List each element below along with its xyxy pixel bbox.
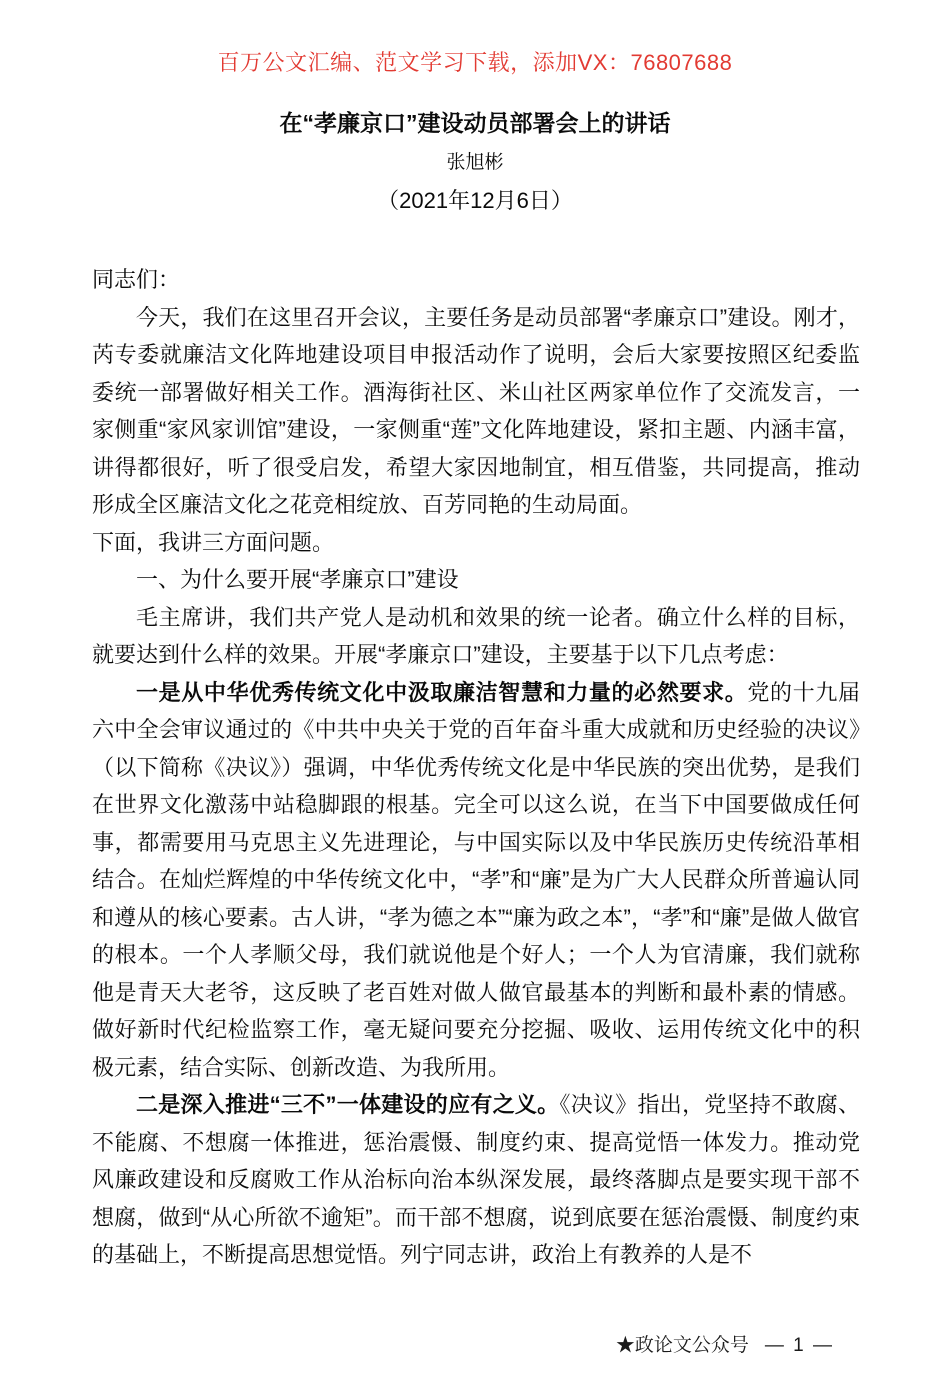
paragraph [92, 674, 860, 1087]
paragraph [92, 1086, 860, 1274]
page-number: — 1 — [764, 1335, 834, 1356]
header-notice: 百万公文汇编、范文学习下载，添加VX：76807688 [217, 50, 733, 75]
paragraph-text: 《决议》指出，党坚持不敢腐、不能腐、不想腐一体推进，惩治震慑、制度约束、提高觉悟一体发力。推动党风廉政建设和反腐败工作从治标向治本纵深发展，最终落脚点是要实现干部不想腐，做到“从心所欲不逾矩”。而干部不想腐，说到底要在惩治震慑、制度约束的基础上，不断提高思想觉悟。列宁同志讲，政治上有教养的人是不 [92, 1092, 860, 1267]
paragraph-lead-bold: 一是从中华优秀传统文化中汲取廉洁智慧和力量的必然要求。 [136, 679, 748, 705]
paragraph-lead-bold: 二是深入推进“三不”一体建设的应有之义。 [136, 1092, 560, 1117]
paragraph-text: 党的十九届六中全会审议通过的《中共中央关于党的百年奋斗重大成就和历史经验的决议》（以下简称《决议》）强调，中华优秀传统文化是中华民族的突出优势，是我们在世界文化激荡中站稳脚跟的根基。完全可以这么说，在当下中国要做成任何事，都需要用马克思主义先进理论，与中国实际以及中华民族历史传统沿革相结合。在灿烂辉煌的中华传统文化中，“孝”和“廉”是为广大人民群众所普遍认同和遵从的核心要素。古人讲，“孝为德之本”“廉为政之本”，“孝”和“廉”是做人做官的根本。一个人孝顺父母，我们就说他是个好人；一个人为官清廉，我们就称他是青天大老爷，这反映了老百姓对做人做官最基本的判断和最朴素的情感。做好新时代纪检监察工作，毫无疑问要充分挖掘、吸收、运用传统文化中的积极元素，结合实际、创新改造、为我所用。 [92, 679, 860, 1080]
footer-source-label: ★政论文公众号 [615, 1335, 749, 1356]
paragraph-text: 下面，我讲三方面问题。 [92, 529, 335, 555]
author-name: 张旭彬 [446, 152, 504, 173]
paragraph [92, 599, 860, 674]
document-body [92, 261, 860, 1274]
page-container [0, 46, 950, 1390]
paragraph-text: 今天，我们在这里召开会议，主要任务是动员部署“孝廉京口”建设。刚才，芮专委就廉洁文化阵地建设项目申报活动作了说明，会后大家要按照区纪委监委统一部署做好相关工作。酒海街社区、米山社区两家单位作了交流发言，一家侧重“家风家训馆”建设，一家侧重“莲”文化阵地建设，紧扣主题、内涵丰富，讲得都很好，听了很受启发，希望大家因地制宜，相互借鉴，共同提高，推动形成全区廉洁文化之花竞相绽放、百芳同艳的生动局面。 [92, 304, 860, 517]
paragraph-text: 同志们： [92, 267, 181, 292]
paragraph [92, 261, 860, 299]
speech-date: （2021年12月6日） [377, 188, 573, 213]
paragraph [92, 299, 860, 524]
paragraph-text: 毛主席讲，我们共产党人是动机和效果的统一论者。确立什么样的目标，就要达到什么样的效果。开展“孝廉京口”建设，主要基于以下几点考虑： [92, 604, 860, 667]
page-title: 在“孝廉京口”建设动员部署会上的讲话 [279, 110, 671, 136]
paragraph [92, 561, 860, 599]
paragraph-text: 一、为什么要开展“孝廉京口”建设 [136, 567, 459, 592]
paragraph [92, 524, 860, 562]
